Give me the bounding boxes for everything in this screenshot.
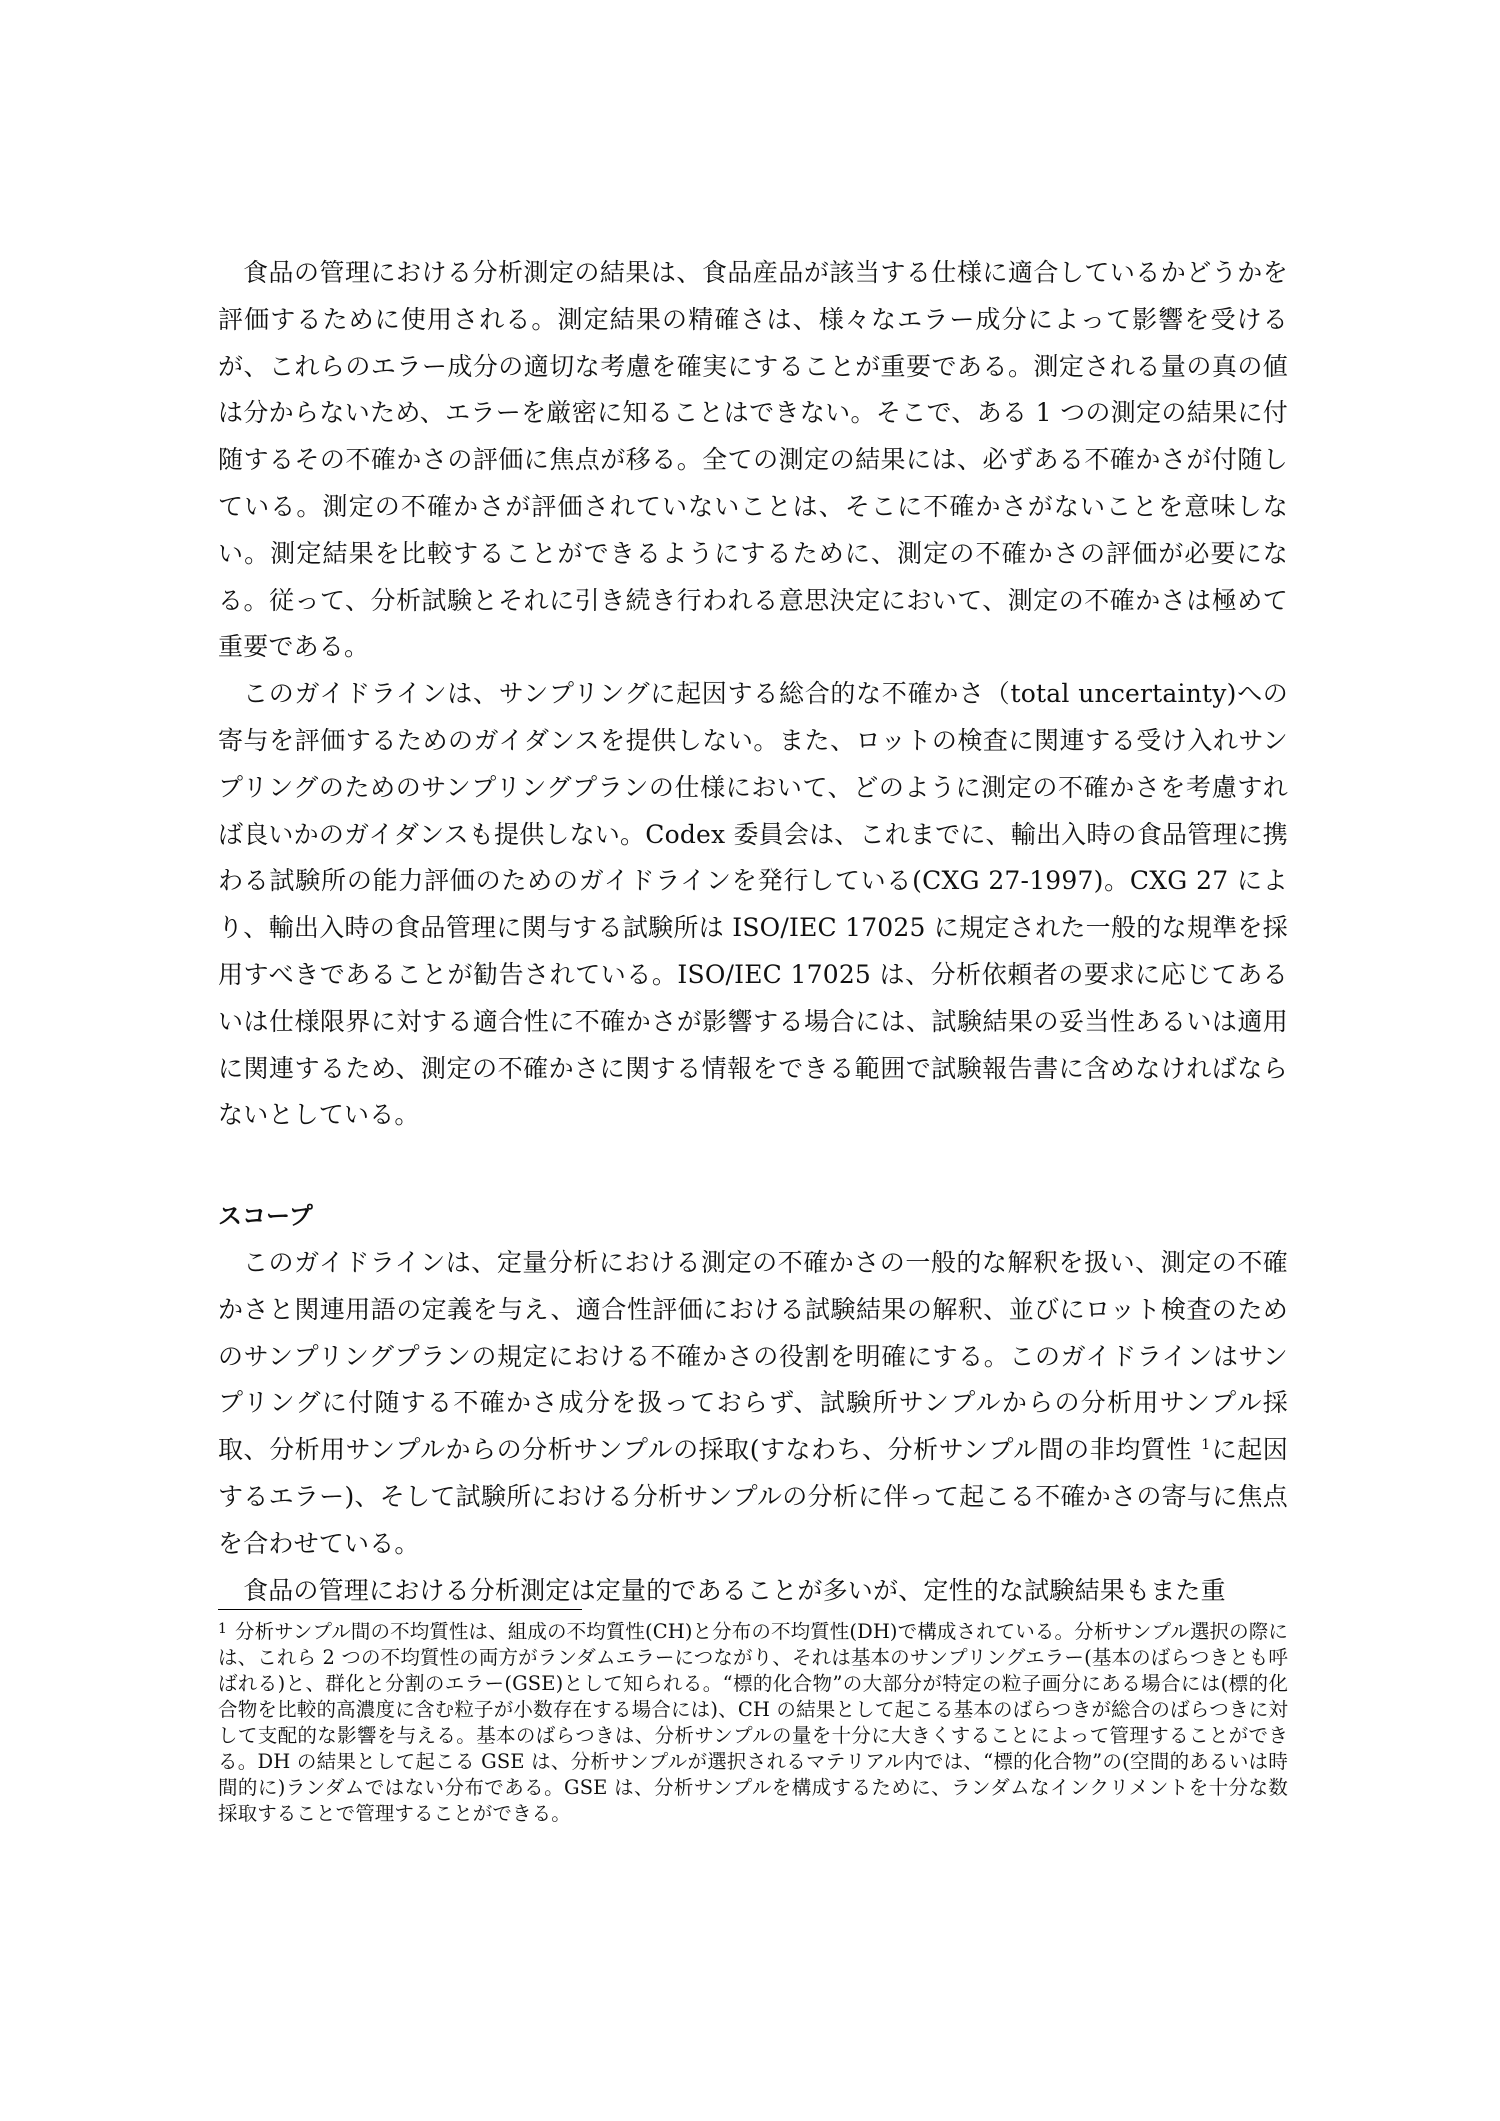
paragraph-scope [218,1240,1288,1568]
body-text [218,250,1288,1614]
footnote-divider [218,1609,582,1610]
footnote-text: 分析サンプル間の不均質性は、組成の不均質性(CH)と分布の不均質性(DH)で構成されている。分析サンプル選択の際には、これら 2 つの不均質性の両方がランダムエラーにつながり、それは基本のサンプリングエラー(基本のばらつきとも呼ばれる)と、群化と分割のエラー(GSE)として知られる。“標的化合物”の大部分が特定の粒子画分にある場合には(標的化合物を比較的高濃度に含む粒子が小数存在する場合には)、CH の結果として起こる基本のばらつきが総合のばらつきに対して支配的な影響を与える。基本のばらつきは、分析サンプルの量を十分に大きくすることによって管理することができる。DH の結果として起こる GSE は、分析サンプルが選択されるマテリアル内では、“標的化合物”の(空間的あるいは時間的に)ランダムではない分布である。GSE は、分析サンプルを構成するために、ランダムなインクリメントを十分な数採取することで管理することができる。 [218,1620,1288,1825]
paragraph-guideline-limits: このガイドラインは、サンプリングに起因する総合的な不確かさ（total uncertainty)への寄与を評価するためのガイダンスを提供しない。また、ロットの検査に関連する受け入れサンプリングのためのサンプリングプランの仕様において、どのように測定の不確かさを考慮すれば良いかのガイダンスも提供しない。Codex 委員会は、これまでに、輸出入時の食品管理に携わる試験所の能力評価のためのガイドラインを発行している(CXG 27-1997)。CXG 27 により、輸出入時の食品管理に関与する試験所は ISO/IEC 17025 に規定された一般的な規準を採用すべきであることが勧告されている。ISO/IEC 17025 は、分析依頼者の要求に応じてあるいは仕様限界に対する適合性に不確かさが影響する場合には、試験結果の妥当性あるいは適用に関連するため、測定の不確かさに関する情報をできる範囲で試験報告書に含めなければならないとしている。 [218,679,1288,1130]
paragraph-qualitative: 食品の管理における分析測定は定量的であることが多いが、定性的な試験結果もまた重 [243,1575,1226,1605]
paragraph-intro: 食品の管理における分析測定の結果は、食品産品が該当する仕様に適合しているかどうかを評価するために使用される。測定結果の精確さは、様々なエラー成分によって影響を受けるが、これらのエラー成分の適切な考慮を確実にすることが重要である。測定される量の真の値は分からないため、エラーを厳密に知ることはできない。そこで、ある 1 つの測定の結果に付随するその不確かさの評価に焦点が移る。全ての測定の結果には、必ずある不確かさが付随している。測定の不確かさが評価されていないことは、そこに不確かさがないことを意味しない。測定結果を比較することができるようにするために、測定の不確かさの評価が必要になる。従って、分析試験とそれに引き続き行われる意思決定において、測定の不確かさは極めて重要である。 [218,258,1288,662]
scope-text-part-1: このガイドラインは、定量分析における測定の不確かさの一般的な解釈を扱い、測定の不確かさと関連用語の定義を与え、適合性評価における試験結果の解釈、並びにロット検査のためのサンプリングプランの規定における不確かさの役割を明確にする。このガイドラインはサンプリングに付随する不確かさ成分を扱っておらず、試験所サンプルからの分析用サンプル採取、分析用サンプルからの分析サンプルの採取(すなわち、分析サンプル間の非均質性 [218,1247,1288,1465]
footnote-reference[interactable]: 1 [1201,1437,1211,1454]
footnote-marker: 1 [218,1621,228,1637]
scope-text-part-2: に起因するエラー)、そして試験所における分析サンプルの分析に伴って起こる不確かさの寄与に焦点を合わせている。 [218,1435,1288,1558]
scope-heading: スコープ [218,1201,313,1231]
footnote [218,1616,1288,1827]
